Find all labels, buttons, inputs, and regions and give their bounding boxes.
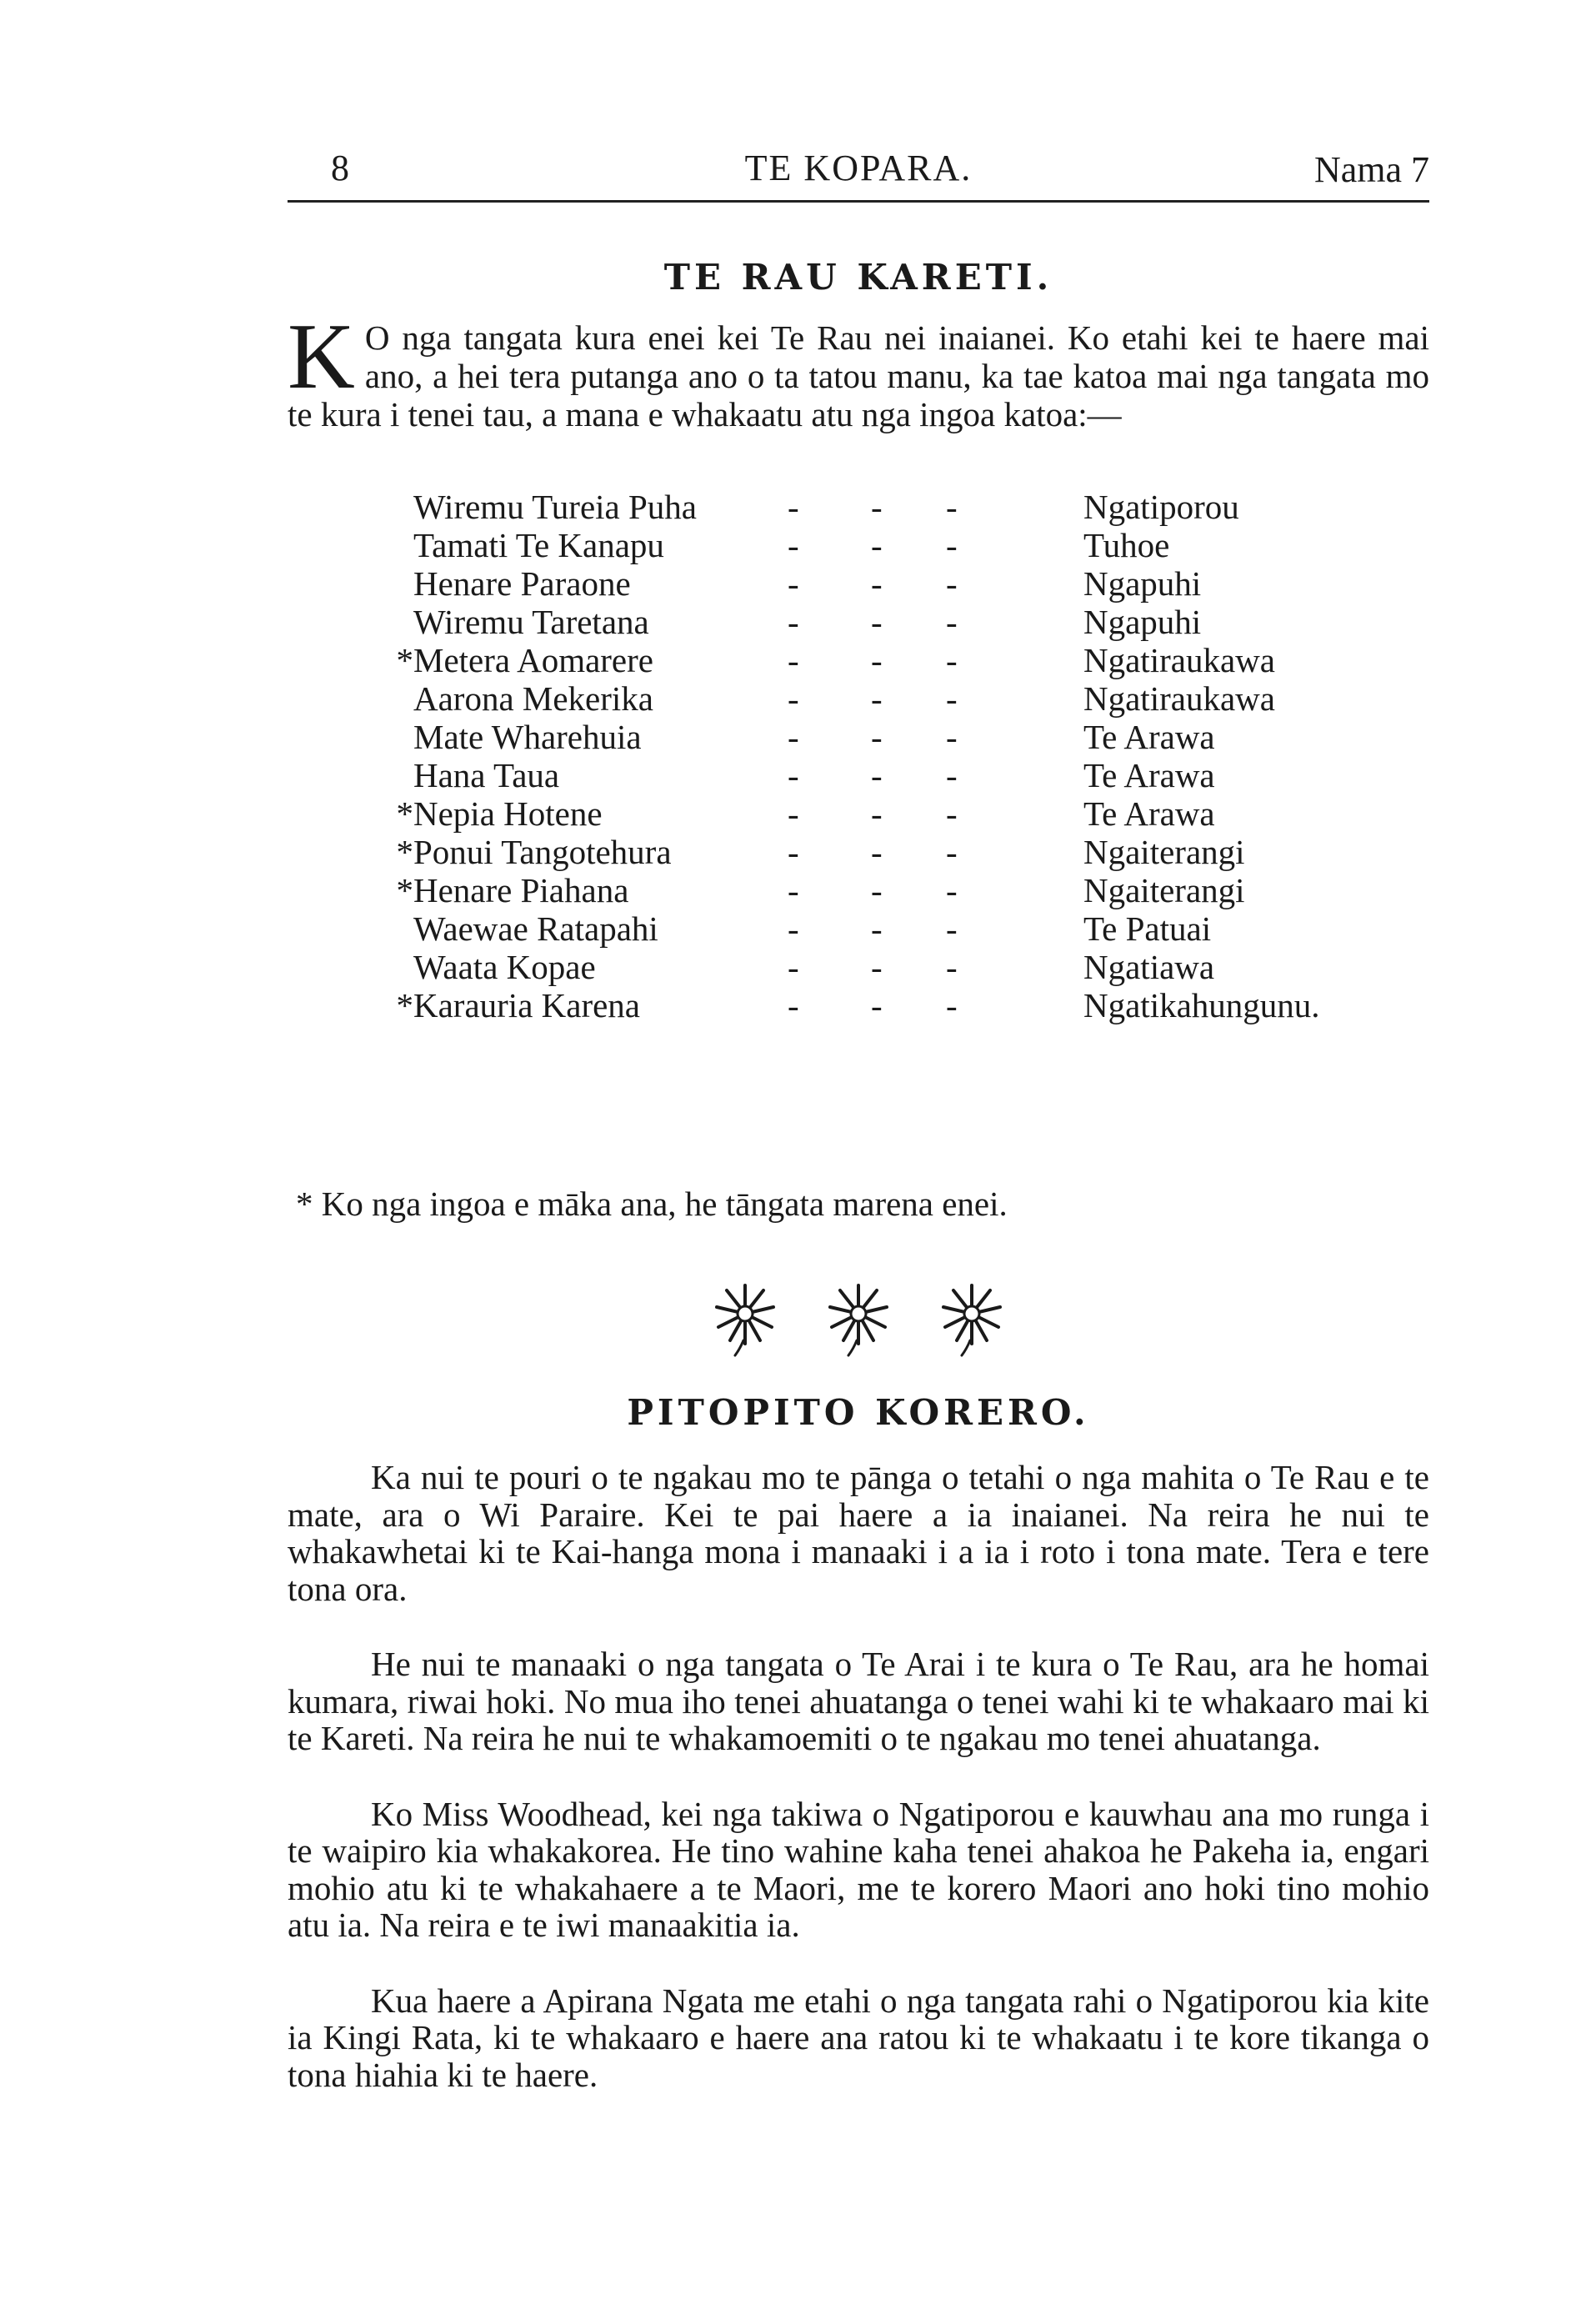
tribe-name: Ngapuhi bbox=[1083, 564, 1202, 603]
issue-number: Nama 7 bbox=[1313, 149, 1429, 190]
section-heading-te-rau-kareti: TE RAU KARETI. bbox=[663, 257, 1053, 298]
student-name: Henare Paraone bbox=[413, 564, 631, 603]
student-name: Aarona Mekerika bbox=[413, 679, 654, 718]
student-name: Waewae Ratapahi bbox=[413, 909, 658, 948]
roster-row: Wiremu Tureia Puha - - - Ngatiporou bbox=[413, 488, 1239, 526]
tribe-name: Ngatiporou bbox=[1083, 488, 1239, 526]
student-name: Ponui Tangotehura bbox=[413, 833, 672, 871]
tribe-name: Te Arawa bbox=[1083, 794, 1215, 833]
drop-cap: K bbox=[288, 305, 355, 408]
roster-row: Henare Paraone - - - Ngapuhi bbox=[413, 564, 1202, 603]
roster-row: Waata Kopae - - - Ngatiawa bbox=[413, 948, 1215, 986]
student-name: Nepia Hotene bbox=[413, 794, 603, 833]
roster-row: * Karauria Karena - - - Ngatikahungunu. bbox=[288, 985, 1429, 1024]
tribe-name: Ngatiraukawa bbox=[1083, 679, 1275, 718]
roster-row: Mate Wharehuia - - - Te Arawa bbox=[413, 718, 1215, 756]
tribe-name: Ngatiawa bbox=[1083, 948, 1215, 986]
married-marker: * bbox=[396, 641, 413, 679]
publication-title: TE KOPARA. bbox=[744, 148, 973, 188]
tribe-name: Te Arawa bbox=[1083, 756, 1215, 794]
running-header bbox=[288, 142, 1429, 203]
roster-row: * Henare Piahana - - - Ngaiterangi bbox=[288, 870, 1429, 909]
student-name: Metera Aomarere bbox=[413, 641, 653, 679]
tribe-name: Ngapuhi bbox=[1083, 603, 1202, 641]
roster-row: Wiremu Taretana - - - Ngapuhi bbox=[413, 603, 1202, 641]
intro-paragraph bbox=[288, 305, 1429, 433]
daisy-ornament-icon bbox=[713, 1282, 777, 1357]
tribe-name: Te Patuai bbox=[1083, 909, 1212, 948]
tribe-name: Ngatikahungunu. bbox=[1083, 986, 1320, 1024]
student-name: Wiremu Taretana bbox=[413, 603, 649, 641]
student-name: Wiremu Tureia Puha bbox=[413, 488, 697, 526]
news-paragraph: Kua haere a Apirana Ngata me etahi o nga tangata rahi o Ngatiporou kia kite ia Kingi Rata, ki te whakaaro e haere ana ratou ki te whakaatu i te kore tikanga o tona hiahia ki te haere. bbox=[288, 1981, 1429, 2094]
student-roster bbox=[288, 487, 1429, 1024]
roster-row: * Metera Aomarere - - - Ngatiraukawa bbox=[288, 640, 1429, 679]
intro-text: O nga tangata kura enei kei Te Rau nei inaianei. Ko etahi kei te haere mai ano, a hei tera putanga ano o ta tatou manu, ka tae katoa mai nga tangata mo te kura i tenei tau, a mana e whakaatu atu nga ingoa katoa:— bbox=[288, 318, 1429, 433]
student-name: Tamati Te Kanapu bbox=[413, 526, 664, 564]
roster-row: * Nepia Hotene - - - Te Arawa bbox=[288, 794, 1429, 832]
student-name: Karauria Karena bbox=[413, 986, 641, 1024]
page bbox=[288, 142, 1429, 2094]
married-marker: * bbox=[396, 871, 413, 909]
tribe-name: Ngaiterangi bbox=[1083, 833, 1245, 871]
ornament-divider bbox=[288, 1282, 1429, 1357]
daisy-ornament-icon bbox=[940, 1282, 1003, 1357]
married-marker: * bbox=[396, 833, 413, 871]
news-items bbox=[288, 1459, 1429, 2131]
section-heading-pitopito-korero: PITOPITO KORERO. bbox=[627, 1392, 1090, 1433]
daisy-ornament-icon bbox=[827, 1282, 890, 1357]
student-name: Henare Piahana bbox=[413, 871, 629, 909]
tribe-name: Te Arawa bbox=[1083, 718, 1215, 756]
news-paragraph: He nui te manaaki o nga tangata o Te Arai i te kura o Te Rau, ara he homai kumara, riwai hoki. No mua iho tenei ahuatanga o tenei wahi ki te whakaaro mai ki te Kareti. Na reira he nui te whakamoemiti o te ngakau mo tenei ahuatanga. bbox=[288, 1645, 1429, 1757]
news-paragraph: Ka nui te pouri o te ngakau mo te pānga o tetahi o nga mahita o Te Rau e te mate, ara o Wi Paraire. Kei te pai haere a ia inaianei. Na reira he nui te whakawhetai ki te Kai-hanga mona i manaaki i a ia i roto i tona mate. Tera e tere tona ora. bbox=[288, 1458, 1429, 1608]
roster-row: Aarona Mekerika - - - Ngatiraukawa bbox=[413, 679, 1275, 718]
married-marker: * bbox=[396, 794, 413, 833]
married-marker: * bbox=[396, 986, 413, 1024]
roster-row: Hana Taua - - - Te Arawa bbox=[413, 756, 1215, 794]
student-name: Waata Kopae bbox=[413, 948, 596, 986]
tribe-name: Tuhoe bbox=[1083, 526, 1170, 564]
page-number: 8 bbox=[331, 148, 349, 188]
tribe-name: Ngaiterangi bbox=[1083, 871, 1245, 909]
footnote: * Ko nga ingoa e māka ana, he tāngata marena enei. bbox=[296, 1185, 1008, 1223]
tribe-name: Ngatiraukawa bbox=[1083, 641, 1275, 679]
student-name: Hana Taua bbox=[413, 756, 560, 794]
news-paragraph: Ko Miss Woodhead, kei nga takiwa o Ngatiporou e kauwhau ana mo runga i te waipiro kia whakakorea. He tino wahine kaha tenei ahakoa he Pakeha ia, engari mohio atu ki te whakahaere a te Maori, me te korero Maori ano hoki tino mohio atu ia. Na reira e te iwi manaakitia ia. bbox=[288, 1794, 1429, 1944]
roster-row: * Ponui Tangotehura - - - Ngaiterangi bbox=[288, 832, 1429, 870]
student-name: Mate Wharehuia bbox=[413, 718, 642, 756]
roster-row: Tamati Te Kanapu - - - Tuhoe bbox=[413, 526, 1170, 564]
roster-row: Waewae Ratapahi - - - Te Patuai bbox=[413, 909, 1212, 948]
